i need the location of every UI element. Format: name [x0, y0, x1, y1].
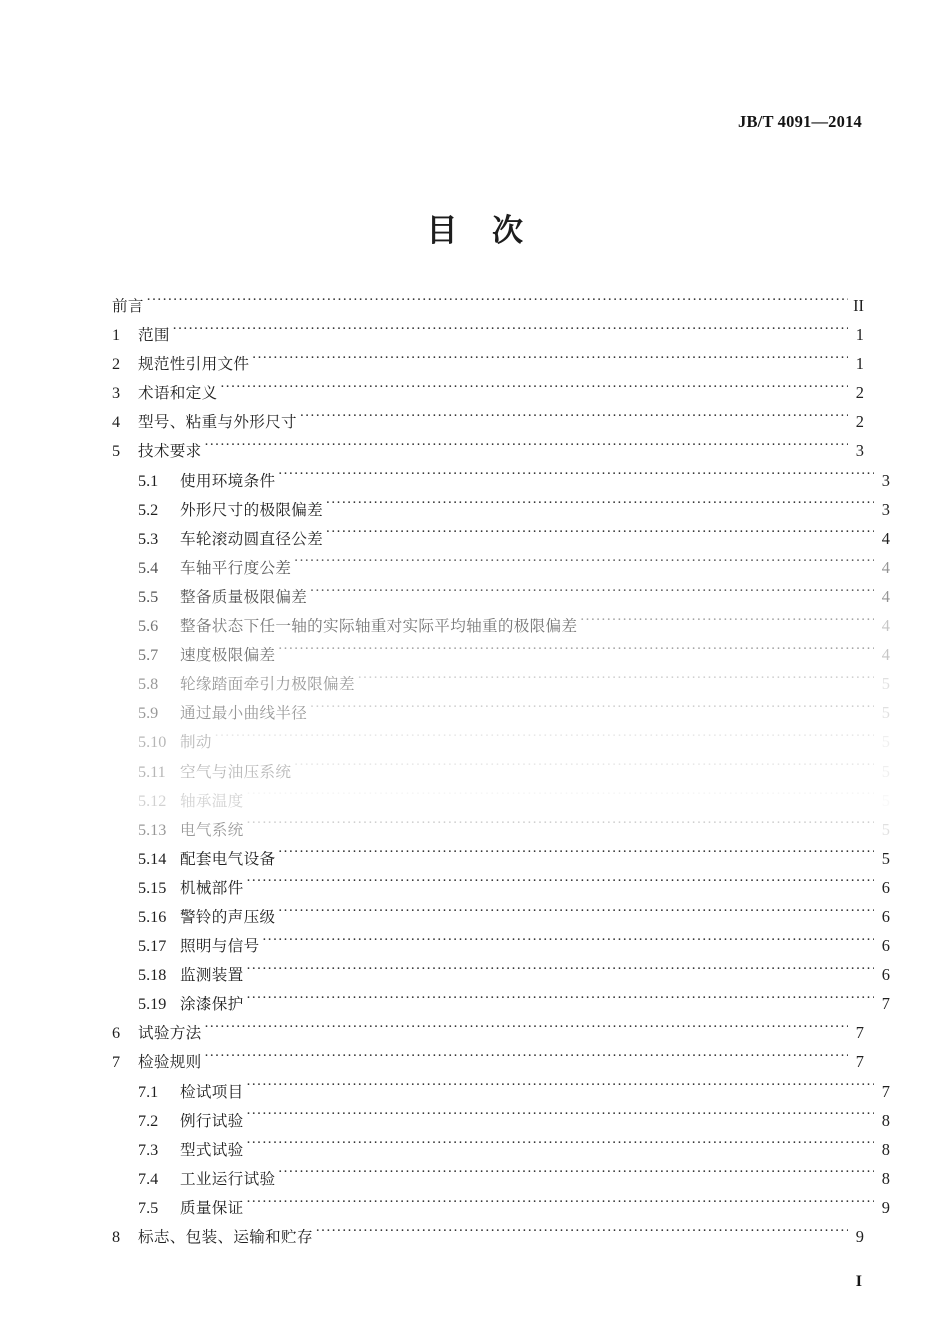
toc-entry[interactable] [112, 1135, 890, 1164]
toc-entry-label: 术语和定义 [138, 384, 218, 403]
toc-leader-dots [294, 557, 874, 573]
toc-leader-dots [220, 382, 848, 398]
toc-entry-label: 电气系统 [180, 820, 244, 839]
toc-leader-dots [147, 295, 848, 311]
toc-entry-number: 5.15 [138, 878, 167, 897]
toc-leader-dots [294, 760, 874, 776]
toc-entry-page-number: 5 [881, 848, 890, 868]
toc-entry-number: 7 [112, 1053, 121, 1072]
toc-leader-dots [247, 1080, 874, 1096]
toc-leader-dots [278, 906, 874, 922]
toc-entry[interactable] [112, 1106, 890, 1135]
toc-entry[interactable] [112, 727, 890, 756]
toc-entry-page-number: 2 [855, 383, 864, 403]
toc-entry-number: 5.13 [138, 820, 167, 839]
toc-leader-dots [215, 731, 874, 747]
toc-entry-number: 5.5 [138, 587, 159, 606]
toc-entry-page-number: 6 [881, 906, 890, 926]
toc-entry[interactable] [112, 815, 890, 844]
toc-entry-label: 规范性引用文件 [138, 355, 250, 374]
toc-entry-number: 7.5 [138, 1198, 159, 1217]
toc-entry-page-number: 5 [881, 819, 890, 839]
toc-entry-label: 使用环境条件 [180, 471, 276, 490]
toc-entry[interactable] [112, 349, 864, 378]
toc-entry-page-number: 1 [855, 325, 864, 345]
toc-entry[interactable] [112, 495, 890, 524]
toc-entry[interactable] [112, 757, 890, 786]
toc-entry-label: 检试项目 [180, 1082, 244, 1101]
toc-entry-number: 1 [112, 326, 121, 345]
toc-entry-label: 前言 [112, 297, 144, 315]
toc-entry[interactable] [112, 611, 890, 640]
toc-entry[interactable] [112, 786, 890, 815]
toc-entry[interactable] [112, 1164, 890, 1193]
toc-leader-dots [316, 1226, 848, 1242]
toc-leader-dots [262, 935, 874, 951]
toc-leader-dots [278, 1168, 874, 1184]
toc-entry[interactable] [112, 1018, 864, 1047]
toc-entry-label: 速度极限偏差 [180, 646, 276, 665]
toc-entry-number: 3 [112, 384, 121, 403]
toc-leader-dots [247, 1197, 874, 1213]
toc-entry-page-number: 3 [881, 470, 890, 490]
toc-leader-dots [247, 1139, 874, 1155]
toc-entry-number: 5.9 [138, 704, 159, 723]
toc-entry-number: 5.8 [138, 675, 159, 694]
toc-leader-dots [278, 848, 874, 864]
toc-entry-label: 整备质量极限偏差 [180, 587, 308, 606]
toc-entry-number: 5.10 [138, 733, 167, 752]
toc-entry-label: 空气与油压系统 [180, 762, 292, 781]
toc-entry-number: 5.12 [138, 791, 167, 810]
toc-entry-label: 检验规则 [138, 1053, 202, 1072]
toc-entry-page-number: 7 [855, 1023, 864, 1043]
toc-entry-number: 5.3 [138, 529, 159, 548]
toc-entry[interactable] [112, 844, 890, 873]
toc-entry-label: 范围 [138, 326, 170, 345]
toc-leader-dots [252, 353, 848, 369]
toc-entry-label: 技术要求 [138, 442, 202, 461]
toc-leader-dots [247, 819, 874, 835]
toc-entry-number: 7.1 [138, 1082, 159, 1101]
toc-entry-label: 车轮滚动圆直径公差 [180, 529, 324, 548]
toc-entry-page-number: 5 [881, 703, 890, 723]
toc-entry-page-number: 6 [881, 965, 890, 985]
toc-entry-page-number: 9 [855, 1227, 864, 1246]
toc-entry-page-number: 7 [855, 1052, 864, 1072]
toc-entry-page-number: 1 [855, 354, 864, 374]
toc-entry-number: 7.3 [138, 1140, 159, 1159]
toc-entry-page-number: 4 [881, 645, 890, 665]
toc-entry-number: 5.16 [138, 907, 167, 926]
toc-entry-number: 5.2 [138, 500, 159, 519]
toc-entry-number: 5 [112, 442, 121, 461]
toc-leader-dots [310, 702, 874, 718]
toc-entry[interactable] [112, 1222, 864, 1251]
toc-entry-label: 制动 [180, 733, 212, 752]
toc-entry-number: 5.19 [138, 995, 167, 1014]
toc-entry-label: 工业运行试验 [180, 1169, 276, 1188]
toc-entry-number: 4 [112, 413, 121, 432]
toc-entry-page-number: 6 [881, 936, 890, 956]
toc-leader-dots [326, 498, 874, 514]
page-footer [112, 1273, 862, 1291]
toc-leader-dots [580, 615, 874, 631]
toc-entry-page-number: 2 [855, 412, 864, 432]
toc-entry[interactable] [112, 931, 890, 960]
toc-entry-page-number [876, 786, 890, 815]
toc-leader-dots [278, 644, 874, 660]
toc-entry[interactable] [112, 553, 890, 582]
page-title-char-2: 次 [492, 213, 524, 249]
toc-entry-page-number: 4 [881, 616, 890, 636]
toc-entry-number: 5.14 [138, 849, 167, 868]
toc-entry-label: 整备状态下任一轴的实际轴重对实际平均轴重的极限偏差 [180, 617, 578, 636]
toc-entry-label: 试验方法 [138, 1024, 202, 1043]
toc-entry-label: 配套电气设备 [180, 849, 276, 868]
toc-leader-dots [247, 877, 874, 893]
toc-entry[interactable] [112, 1077, 890, 1106]
toc-entry-number: 7.2 [138, 1111, 159, 1130]
toc-entry-label: 警铃的声压级 [180, 907, 276, 926]
toc-entry-number: 5.11 [138, 762, 166, 781]
toc-leader-dots [205, 440, 848, 456]
toc-entry[interactable] [112, 989, 890, 1018]
toc-entry-label: 照明与信号 [180, 937, 260, 956]
toc-leader-dots [300, 411, 848, 427]
toc-entry-label: 车轴平行度公差 [180, 558, 292, 577]
toc-entry[interactable] [112, 1193, 890, 1222]
toc-entry[interactable] [112, 407, 864, 436]
toc-entry[interactable] [112, 582, 890, 611]
toc-entry-label: 外形尺寸的极限偏差 [180, 500, 324, 519]
toc-leader-dots [247, 1109, 874, 1125]
toc-entry[interactable] [112, 466, 890, 495]
toc-entry-page-number: 9 [881, 1197, 890, 1217]
footer-page-number: I [855, 1273, 862, 1290]
toc-leader-dots [247, 993, 874, 1009]
toc-entry[interactable] [112, 378, 864, 407]
toc-entry[interactable] [112, 1047, 864, 1076]
toc-entry-page-number: 5 [881, 732, 890, 752]
toc-entry-page-number: 7 [881, 994, 890, 1014]
toc-leader-dots [247, 964, 874, 980]
toc-entry-label: 监测装置 [180, 966, 244, 985]
toc-entry[interactable] [112, 320, 864, 349]
toc-entry-page-number: 4 [881, 557, 890, 577]
toc-leader-dots [205, 1022, 848, 1038]
toc-leader-dots [247, 789, 874, 805]
toc-entry[interactable] [112, 524, 890, 553]
toc-entry[interactable] [112, 960, 890, 989]
toc-entry-label: 机械部件 [180, 878, 244, 897]
toc-entry-label: 轴承温度 [180, 791, 244, 810]
toc-entry-page-number: 3 [881, 499, 890, 519]
toc-leader-dots [326, 528, 874, 544]
toc-entry-number: 5.18 [138, 966, 167, 985]
toc-entry-label: 例行试验 [180, 1111, 244, 1130]
toc-entry-page-number: 4 [881, 528, 890, 548]
standard-number: JB/T 4091—2014 [738, 112, 862, 131]
toc-leader-dots [205, 1051, 848, 1067]
toc-entry-page-number: 4 [881, 586, 890, 606]
toc-entry-page-number: 8 [881, 1110, 890, 1130]
toc-entry-page-number: 5 [881, 761, 890, 781]
toc-entry-page-number: 7 [881, 1081, 890, 1101]
page-header [112, 112, 862, 136]
toc-entry[interactable] [112, 873, 890, 902]
toc-entry[interactable] [112, 669, 890, 698]
toc-entry-number: 5.4 [138, 558, 159, 577]
toc-entry[interactable] [112, 436, 864, 465]
toc-entry-number: 8 [112, 1228, 121, 1246]
toc-entry-label: 型式试验 [180, 1140, 244, 1159]
toc-entry-number: 5.6 [138, 617, 159, 636]
toc-entry-page-number: 6 [881, 877, 890, 897]
toc-entry[interactable] [112, 698, 890, 727]
toc-leader-dots [358, 673, 874, 689]
toc-entry-label: 轮缘踏面牵引力极限偏差 [180, 675, 355, 694]
page-title [0, 205, 950, 250]
toc-entry[interactable] [112, 902, 890, 931]
toc-entry-label: 通过最小曲线半径 [180, 704, 308, 723]
toc-entry-label: 质量保证 [180, 1198, 244, 1217]
toc-entry-number: 6 [112, 1024, 121, 1043]
toc-entry-page-number: 5 [881, 674, 890, 694]
toc-entry-number: 5.17 [138, 937, 167, 956]
toc-entry-page-number: 8 [881, 1168, 890, 1188]
toc-entry-number: 5.7 [138, 646, 159, 665]
toc-entry-label: 涂漆保护 [180, 995, 244, 1014]
toc-entry-page-number: 3 [855, 441, 864, 461]
toc-entry[interactable] [112, 640, 890, 669]
toc-entry-page-number: 8 [881, 1139, 890, 1159]
toc-entry-number: 5.1 [138, 471, 159, 490]
toc-leader-dots [310, 586, 874, 602]
toc-entry-label: 标志、包装、运输和贮存 [138, 1228, 313, 1246]
toc-entry-label: 型号、粘重与外形尺寸 [138, 413, 297, 432]
toc-leader-dots [278, 469, 874, 485]
page-title-char-1: 目 [426, 213, 458, 249]
toc-entry[interactable] [112, 291, 864, 320]
table-of-contents [112, 291, 890, 1251]
toc-entry-number: 7.4 [138, 1169, 159, 1188]
toc-leader-dots [173, 324, 848, 340]
toc-entry-page-number: II [853, 296, 864, 315]
toc-entry-number: 2 [112, 355, 121, 374]
